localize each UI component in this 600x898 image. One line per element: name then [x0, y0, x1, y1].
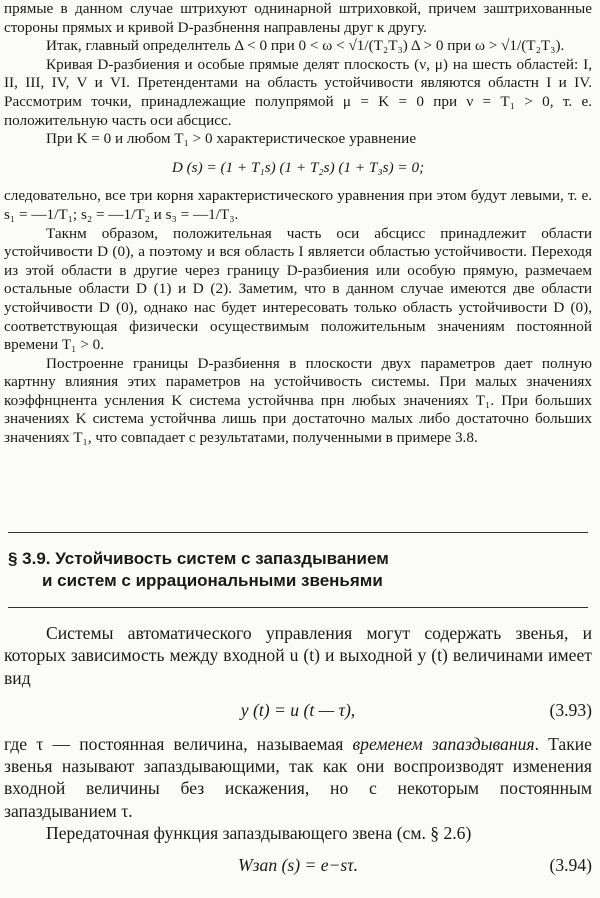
section-title-line2: и систем с иррациональными звеньями	[42, 571, 383, 590]
display-equation	[4, 844, 592, 888]
section-number: § 3.9.	[8, 549, 51, 568]
section-title-line1: Устойчивость систем с запаздыванием	[55, 549, 389, 568]
equation-number: (3.93)	[549, 699, 592, 720]
equation: y (t) = u (t — τ),	[240, 699, 356, 720]
equation-number: (3.94)	[549, 855, 592, 876]
section-divider-bottom	[8, 607, 588, 608]
lower-text-block	[4, 622, 592, 888]
paragraph: Системы автоматического управления могут содержать звенья, и которых зависимость между входной u (t) и выходной y (t) величинами имеет вид	[4, 623, 592, 688]
upper-text-block	[4, 0, 592, 448]
equation: Wзап (s) = e−sτ.	[238, 855, 358, 876]
text-run: где τ — постоянная величина, называемая	[4, 733, 353, 754]
equation: D (s) = (1 + T₁s) (1 + T₂s) (1 + T₃s) = 0;	[171, 158, 425, 176]
display-equation	[4, 689, 592, 733]
section-divider-top	[8, 532, 588, 533]
paragraph: Передаточная функция запаздывающего звена (см. § 2.6)	[46, 823, 472, 844]
paragraph	[4, 733, 592, 822]
section-heading	[8, 548, 593, 592]
paragraph: следовательно, все три корня характеристического уравнения при этом будут левыми, т. е. s₁ = —1/T₁; s₂ = —1/T₂ и s₃ = —1/T₃.	[4, 187, 592, 223]
paragraph: прямые в данном случае штрихуют однинарной штриховкой, причем заштрихованные стороны прямых и кривой D-разбнення направлены друг к другу.	[4, 0, 592, 36]
paragraph: Такнм образом, положительная часть оси абсцисс принадлежит области устойчивости D (0), а поэтому и вся область I являетси областью устойчивости. Переходя из этой области в другие через границу D-разбиения или особую прямую, размечаем остальные области D (1) и D (2). Заметим, что в данном случае имеются две области устойчивости D (0), однако нас будет интересовать только область устойчивости D (0), соответствующая физически осуществимым положительным значениям постоянной времени T₁ > 0.	[4, 224, 592, 354]
emphasis-term: временем запаздывания	[352, 733, 535, 754]
paragraph: Итак, главный определнтель Δ < 0 при 0 < ω < √1/(T₂T₃) Δ > 0 при ω > √1/(T₂T₃).	[46, 37, 565, 55]
paragraph: При K = 0 и любом T₁ > 0 характеристическое уравнение	[46, 130, 417, 148]
paragraph: Кривая D-разбиения и особые прямые делят плоскость (ν, μ) на шесть областей: I, II, III, IV, V и VI. Претендентами на область устойчивости являются областн I и IV. Рассмотрим точки, принадлежащие полупрямой μ = K = 0 при ν = T₁ > 0, т. е. положительную часть оси абсцисс.	[4, 55, 592, 129]
text-run: . Такие звенья называют запаздывающими, так как они воспроизводят изменения входной величины без искажения, но с некоторым постоянным запаздыванием τ.	[4, 733, 592, 821]
paragraph: Построенне границы D-разбиення в плоскости двух параметров дает полную картнну влияния этих параметров на устойчивость системы. При малых значениях коэффнцнента уснления K система устойчнва прн любых значениях T₁. При больших значениях K система устойчнва лишь при достаточно малых либо достаточно больших значениях T₁, что совпадает с результатами, полученными в примере 3.8.	[4, 354, 592, 447]
